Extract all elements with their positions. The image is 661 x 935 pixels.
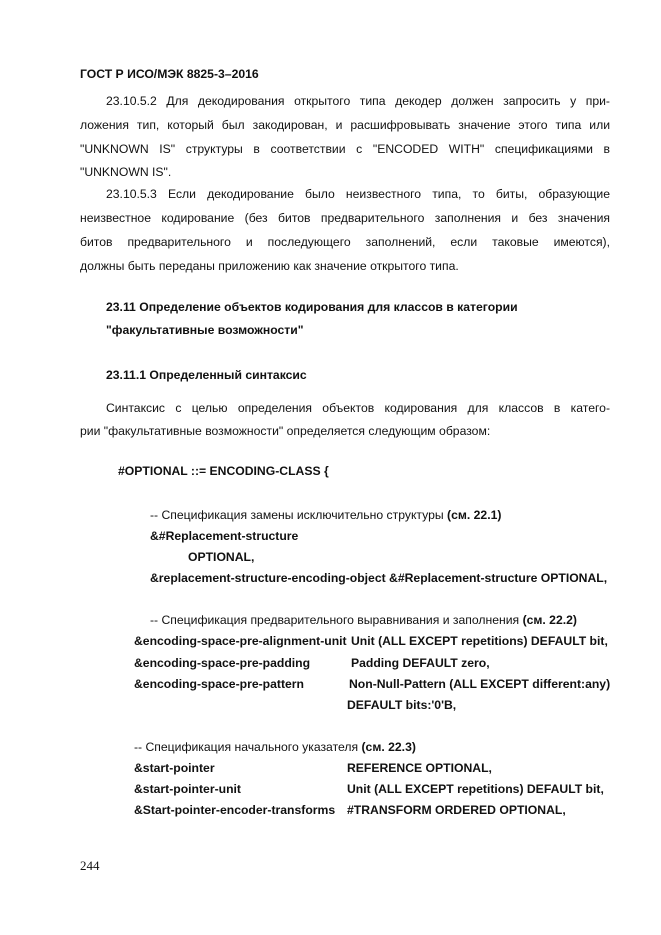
replacement-structure-field: &#Replacement-structure xyxy=(150,529,299,543)
document-header: ГОСТ Р ИСО/МЭК 8825-3–2016 xyxy=(80,67,259,81)
code-field-type: DEFAULT bits:'0'B, xyxy=(347,698,457,712)
para-23-10-5-3-line-3: битов предварительного и последующего заполнений, если таковые имеются), xyxy=(80,235,610,249)
replacement-object-field: &replacement-structure-encoding-object &#Replacement-structure OPTIONAL, xyxy=(150,571,608,585)
code-field-name: &start-pointer xyxy=(134,761,215,775)
comment-pre-alignment xyxy=(150,612,577,628)
comment-start-pointer xyxy=(134,739,416,755)
code-field-type: Unit (ALL EXCEPT repetitions) DEFAULT bit, xyxy=(351,634,608,648)
optional-keyword: OPTIONAL, xyxy=(188,550,255,564)
code-field-type: REFERENCE OPTIONAL, xyxy=(347,761,492,775)
section-23-11-1-heading: 23.11.1 Определенный синтаксис xyxy=(106,368,307,382)
class-definition: #OPTIONAL ::= ENCODING-CLASS { xyxy=(118,464,329,478)
comment-ref: (см. 22.2) xyxy=(522,613,577,627)
section-23-11-heading-line-1: 23.11 Определение объектов кодирования для классов в категории xyxy=(106,300,518,314)
code-field-type: Non-Null-Pattern (ALL EXCEPT different:any) xyxy=(349,677,611,691)
section-23-11-heading-line-2: "факультативные возможности" xyxy=(106,323,304,337)
comment-ref: (см. 22.1) xyxy=(447,508,502,522)
comment-text: -- Спецификация начального указателя xyxy=(134,740,359,754)
para-23-10-5-3-line-1: 23.10.5.3 Если декодирование было неизвестного типа, то биты, образующие xyxy=(106,187,610,201)
code-field-name: &Start-pointer-encoder-transforms xyxy=(134,803,336,817)
code-field-name: &encoding-space-pre-pattern xyxy=(134,677,304,691)
para-23-10-5-2-line-1: 23.10.5.2 Для декодирования открытого типа декодер должен запросить у при- xyxy=(106,94,610,108)
para-23-10-5-2-line-3: "UNKNOWN IS" структуры в соответствии с "ENCODED WITH" спецификациями в xyxy=(80,142,610,156)
comment-text: -- Спецификация замены исключительно структуры xyxy=(150,508,444,522)
comment-text: -- Спецификация предварительного выравнивания и заполнения xyxy=(150,613,520,627)
code-field-name: &encoding-space-pre-padding xyxy=(134,656,311,670)
code-field-type: #TRANSFORM ORDERED OPTIONAL, xyxy=(347,803,566,817)
section-23-11-1-text-line-1: Синтаксис с целью определения объектов кодирования для классов в катего- xyxy=(106,401,610,415)
para-23-10-5-3-line-4: должны быть переданы приложению как значение открытого типа. xyxy=(80,259,459,273)
comment-replacement xyxy=(150,507,501,523)
code-field-name: &encoding-space-pre-alignment-unit xyxy=(134,634,347,648)
code-field-name: &start-pointer-unit xyxy=(134,782,241,796)
para-23-10-5-2-line-4: "UNKNOWN IS". xyxy=(80,165,172,179)
section-23-11-1-text-line-2: рии "факультативные возможности" определяется следующим образом: xyxy=(80,424,491,438)
para-23-10-5-3-line-2: неизвестное кодирование (без битов предварительного заполнения и без значения xyxy=(80,211,610,225)
para-23-10-5-2-line-2: ложения тип, который был закодирован, и расшифровывать значение этого типа или xyxy=(80,118,610,132)
comment-ref: (см. 22.3) xyxy=(361,740,416,754)
code-field-type: Padding DEFAULT zero, xyxy=(351,656,490,670)
code-field-type: Unit (ALL EXCEPT repetitions) DEFAULT bit, xyxy=(347,782,604,796)
page-number: 244 xyxy=(80,858,100,873)
